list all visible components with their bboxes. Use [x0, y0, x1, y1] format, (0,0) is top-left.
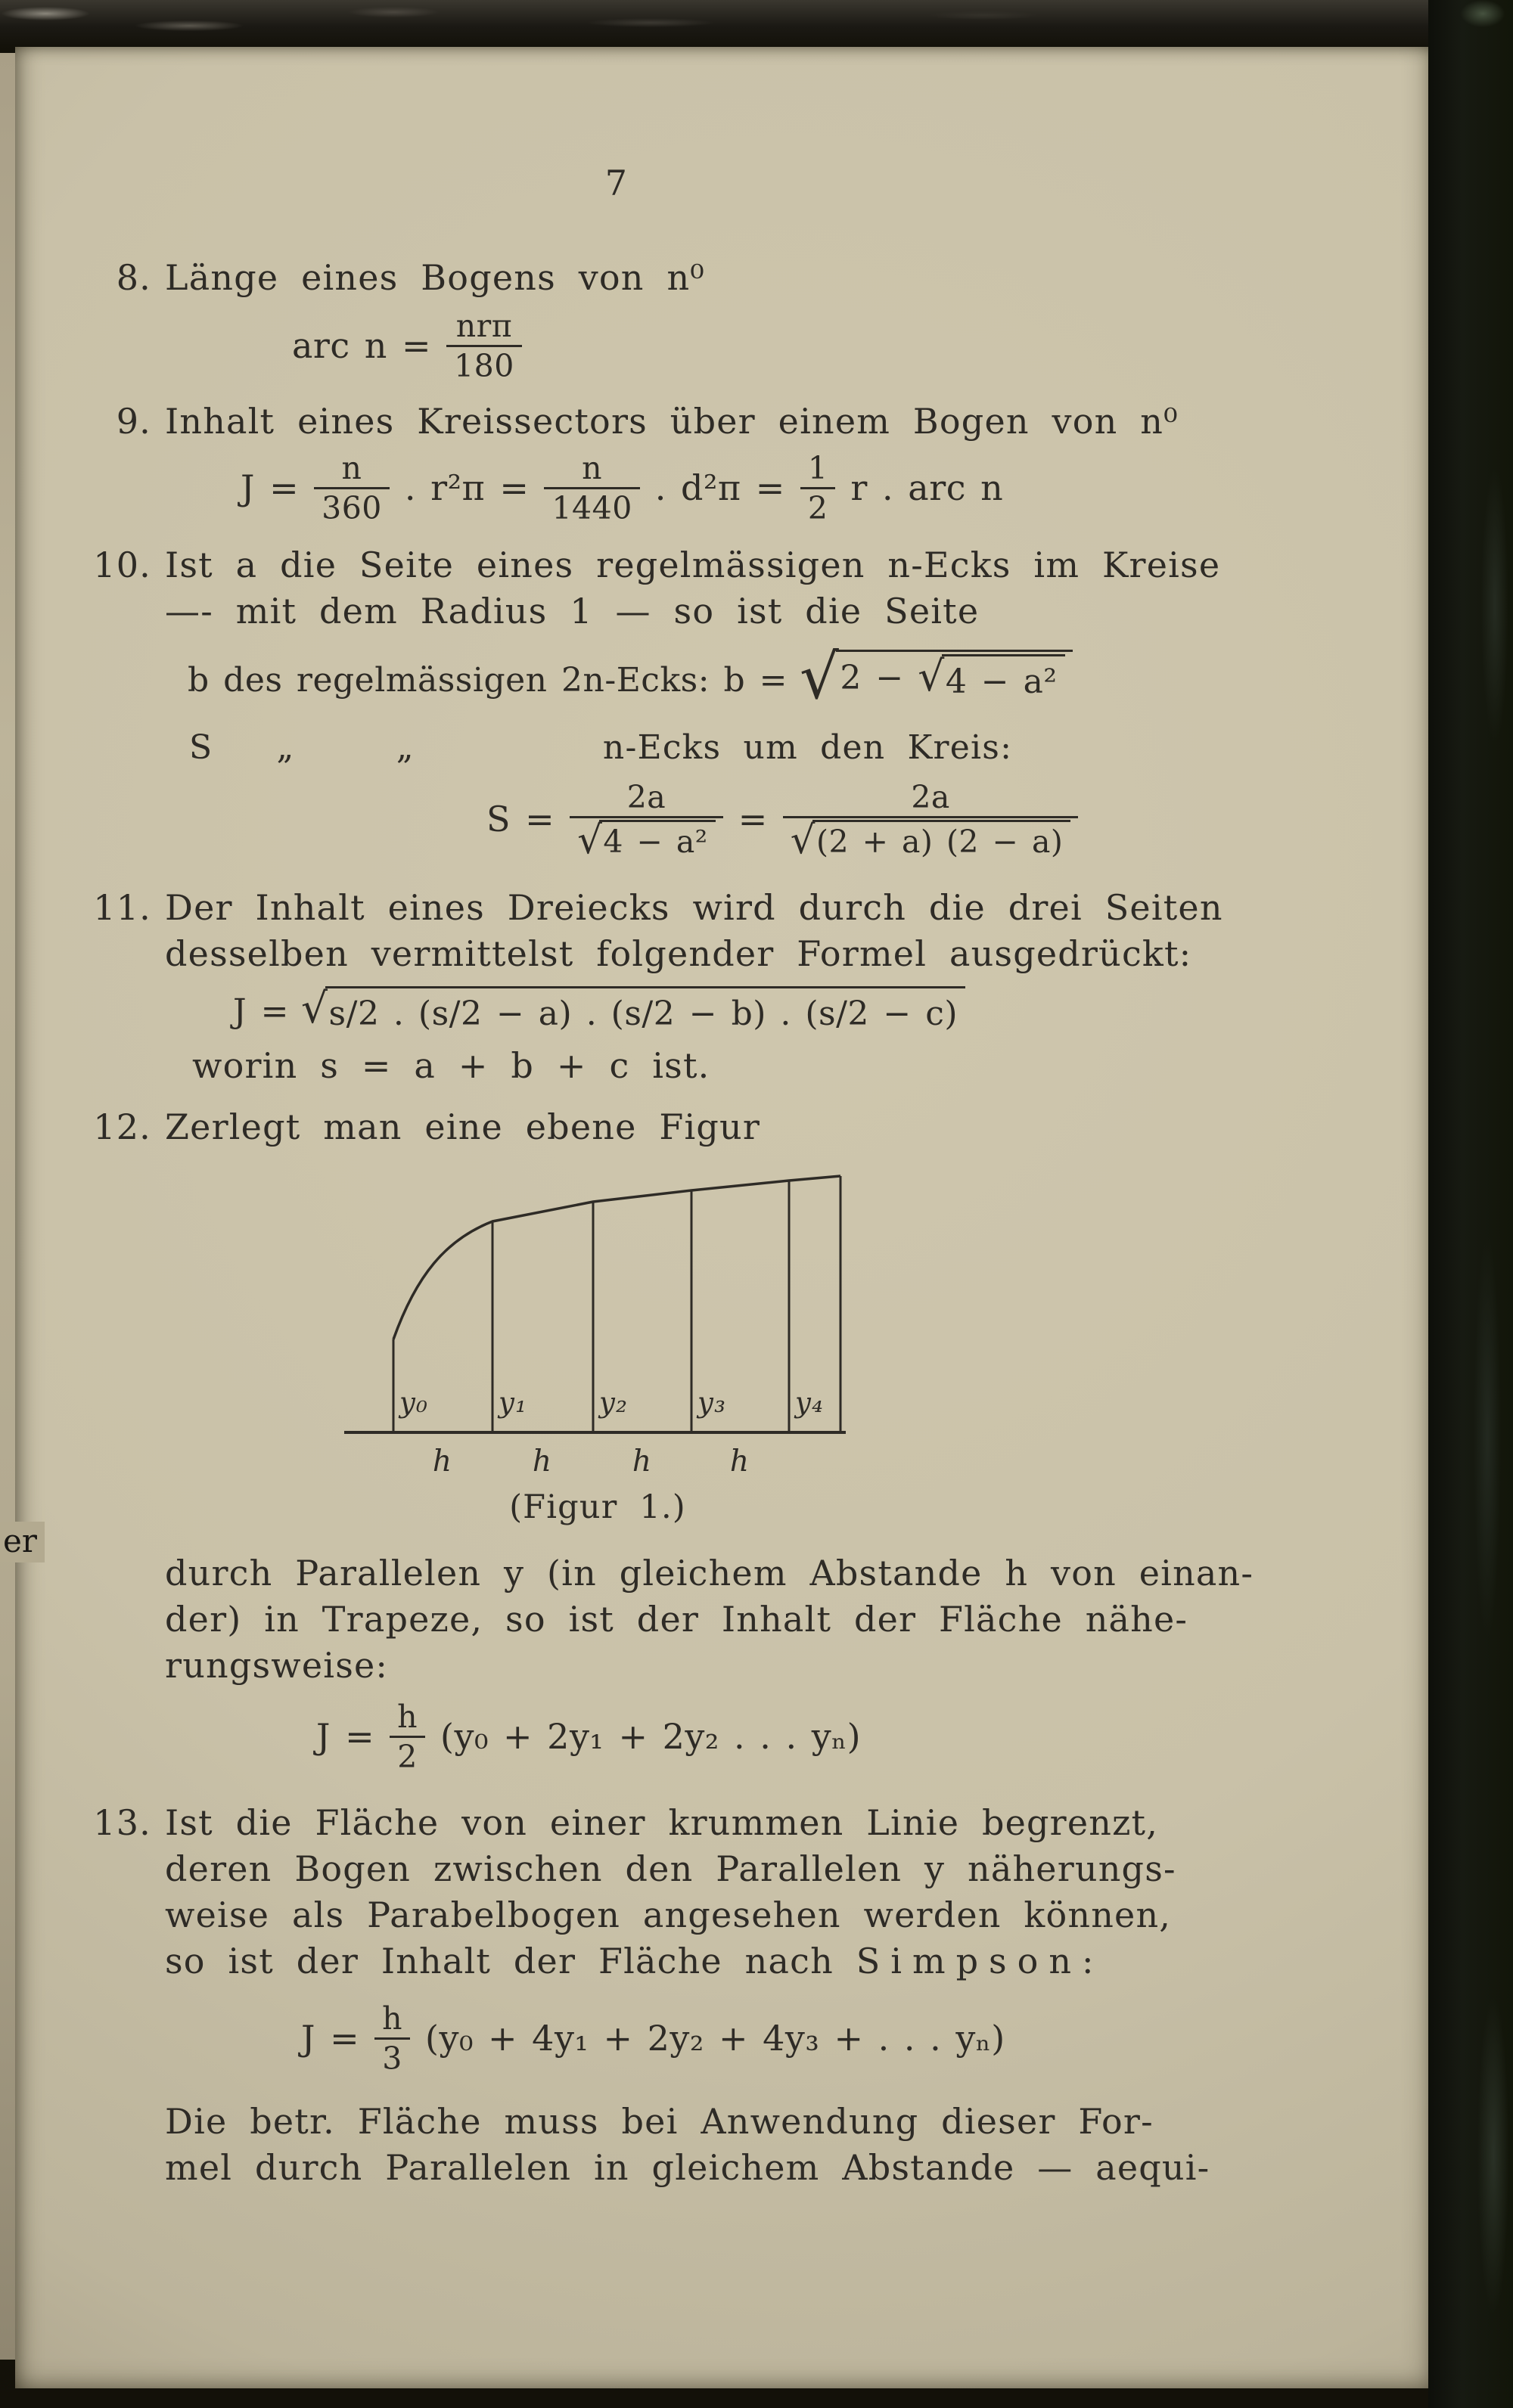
book-edge-top: [0, 0, 1441, 48]
ordinate-label-y3: y₃: [697, 1386, 727, 1420]
formula-tail: (y₀ + 4y₁ + 2y₂ + 4y₃ + . . . yₙ): [425, 2018, 1005, 2059]
item-9: [116, 399, 1345, 526]
item-11-text-2: desselben vermittelst folgender Formel ausgedrückt:: [165, 933, 1192, 975]
formula-tail: r . arc n: [850, 467, 1004, 508]
text-post: :: [1081, 1941, 1095, 1982]
radicand-text: 2 −: [840, 659, 904, 697]
fraction: [544, 451, 639, 526]
formula-lhs: arc n =: [292, 325, 432, 366]
item-11-formula: [233, 986, 1345, 1037]
radicand: s/2 . (s/2 − a) . (s/2 − b) . (s/2 − c): [325, 986, 966, 1037]
item-13: [93, 1800, 1345, 2191]
item-10-ditto-line: [165, 725, 1345, 771]
fraction-denominator: 2: [390, 1736, 425, 1774]
interval-label-h4: h: [729, 1444, 750, 1479]
radical: [301, 986, 965, 1037]
page: [15, 47, 1428, 2388]
item-8: [116, 255, 1345, 384]
ordinate-label-y4: y₄: [795, 1386, 825, 1420]
formula-lhs: S =: [486, 799, 555, 840]
fraction: [374, 2001, 410, 2076]
figure-1-drawing: [344, 1171, 851, 1482]
item-12-paragraph: [165, 1550, 1345, 1689]
radical: [790, 818, 1071, 864]
fraction: [800, 451, 836, 526]
item-10-text-2: —- mit dem Radius 1 — so ist die Seite: [165, 591, 980, 631]
formula-pre: b des regelmässigen 2n-Ecks: b =: [188, 661, 788, 700]
interval-label-h1: h: [432, 1444, 453, 1479]
sqrt-sign: √: [301, 984, 328, 1033]
item-12-text: Zerlegt man eine ebene Figur: [165, 1106, 761, 1148]
equals-sign: =: [738, 799, 768, 840]
text-pre: so ist der Inhalt der Fläche nach: [165, 1941, 856, 1982]
item-9-formula: [241, 451, 1345, 526]
inner-radicand: 4 − a²: [942, 654, 1065, 705]
item-13-text-1: Ist die Fläche von einer krummen Linie begrenzt,: [165, 1802, 1159, 1844]
fraction-numerator: n: [341, 450, 362, 486]
item-13-text-4: [165, 1938, 1345, 1984]
item-10-s-formula: [486, 779, 1345, 864]
item-12: [93, 1104, 1345, 1776]
interval-label-h2: h: [532, 1444, 553, 1479]
item-10-text-1: Ist a die Seite eines regelmässigen n-Ecks im Kreise: [165, 545, 1221, 585]
fraction: [570, 779, 723, 864]
formula-mid: . d²π =: [654, 467, 785, 508]
simpson-name: Simpson: [856, 1941, 1082, 1982]
ordinate-label-y1: y₁: [499, 1386, 528, 1420]
formula-tail: (y₀ + 2y₁ + 2y₂ . . . yₙ): [440, 1716, 862, 1758]
item-9-text: Inhalt eines Kreissectors über einem Bogen von n⁰: [165, 401, 1179, 442]
formula-lhs: J =: [301, 2018, 360, 2059]
item-13-formula: [301, 2001, 1345, 2076]
ditto-mark: „: [396, 728, 415, 768]
inner-radical: [918, 654, 1064, 705]
figure-1: [344, 1171, 851, 1482]
fraction-denominator: 360: [314, 487, 390, 526]
item-10-number: 10.: [93, 545, 151, 585]
page-content: [15, 47, 1428, 2388]
margin-text-fragment: er: [0, 1522, 45, 1562]
radicand: (2 + a) (2 − a): [812, 820, 1070, 859]
ditto-text: n-Ecks um den Kreis:: [602, 728, 1013, 768]
page-number: 7: [604, 163, 629, 203]
fraction: [390, 1699, 425, 1774]
fraction-numerator: 1: [807, 450, 828, 486]
item-10-b-formula: [188, 641, 1345, 713]
radical: [800, 641, 1073, 713]
item-13-text-2: deren Bogen zwischen den Parallelen y näherungs-: [165, 1848, 1176, 1890]
item-13-text-3: weise als Parabelbogen angesehen werden können,: [165, 1894, 1172, 1936]
fraction-numerator: h: [382, 2000, 403, 2037]
fraction-denominator: [570, 816, 723, 864]
item-8-number: 8.: [116, 257, 151, 298]
item-12-formula: [316, 1699, 1345, 1774]
ditto-mark: „: [276, 728, 295, 768]
formula-lhs: J =: [233, 992, 289, 1032]
paragraph-line: Die betr. Fläche muss bei Anwendung dieser For-: [165, 2101, 1154, 2143]
ordinate-label-y2: y₂: [599, 1386, 629, 1420]
item-11-text-1: Der Inhalt eines Dreiecks wird durch die drei Seiten: [165, 887, 1223, 929]
fraction: [446, 309, 522, 383]
item-8-formula: [292, 309, 1345, 383]
item-11: [93, 885, 1345, 1089]
fraction-denominator: 3: [374, 2037, 410, 2076]
fraction-denominator: [783, 816, 1079, 864]
fraction-numerator: h: [397, 1699, 418, 1736]
interval-label-h3: h: [632, 1444, 653, 1479]
item-13-closing-paragraph: [165, 2099, 1345, 2191]
formula-lhs: J =: [241, 467, 300, 508]
fraction-numerator: n: [582, 450, 603, 486]
paragraph-line: rungsweise:: [165, 1645, 389, 1687]
formula-lhs: J =: [316, 1716, 375, 1758]
formula-mid: . r²π =: [404, 467, 530, 508]
item-11-number: 11.: [93, 887, 151, 929]
item-12-number: 12.: [93, 1106, 151, 1148]
item-8-text: Länge eines Bogens von n⁰: [165, 257, 705, 298]
sqrt-sign: √: [800, 641, 840, 713]
sqrt-sign: √: [790, 818, 816, 864]
item-9-number: 9.: [116, 401, 151, 442]
book-edge-right: [1428, 0, 1513, 2408]
item-13-number: 13.: [93, 1802, 151, 1844]
fraction-denominator: 2: [800, 487, 836, 526]
figure-caption: (Figur 1.): [509, 1488, 686, 1527]
figure-curve: [393, 1176, 840, 1339]
item-10: [93, 542, 1345, 864]
ditto-s: S: [189, 728, 213, 768]
ordinate-label-y0: y₀: [399, 1386, 429, 1420]
radicand: [836, 650, 1072, 705]
radicand: 4 − a²: [599, 820, 715, 859]
item-11-text-3: worin s = a + b + c ist.: [192, 1045, 710, 1087]
sqrt-sign: √: [918, 652, 945, 700]
paragraph-line: mel durch Parallelen in gleichem Abstande — aequi-: [165, 2147, 1210, 2189]
radical: [577, 818, 716, 864]
fraction-numerator: nrπ: [455, 308, 513, 344]
adjacent-page-edge: [0, 53, 15, 2360]
paragraph-line: der) in Trapeze, so ist der Inhalt der Fläche nähe-: [165, 1599, 1188, 1640]
fraction-numerator: 2a: [626, 779, 666, 816]
fraction-denominator: 180: [446, 345, 522, 383]
paragraph-line: durch Parallelen y (in gleichem Abstande h von einan-: [165, 1553, 1254, 1594]
fraction: [783, 779, 1079, 864]
fraction: [314, 451, 390, 526]
fraction-denominator: 1440: [544, 487, 639, 526]
sqrt-sign: √: [577, 818, 603, 864]
fraction-numerator: 2a: [911, 779, 950, 816]
